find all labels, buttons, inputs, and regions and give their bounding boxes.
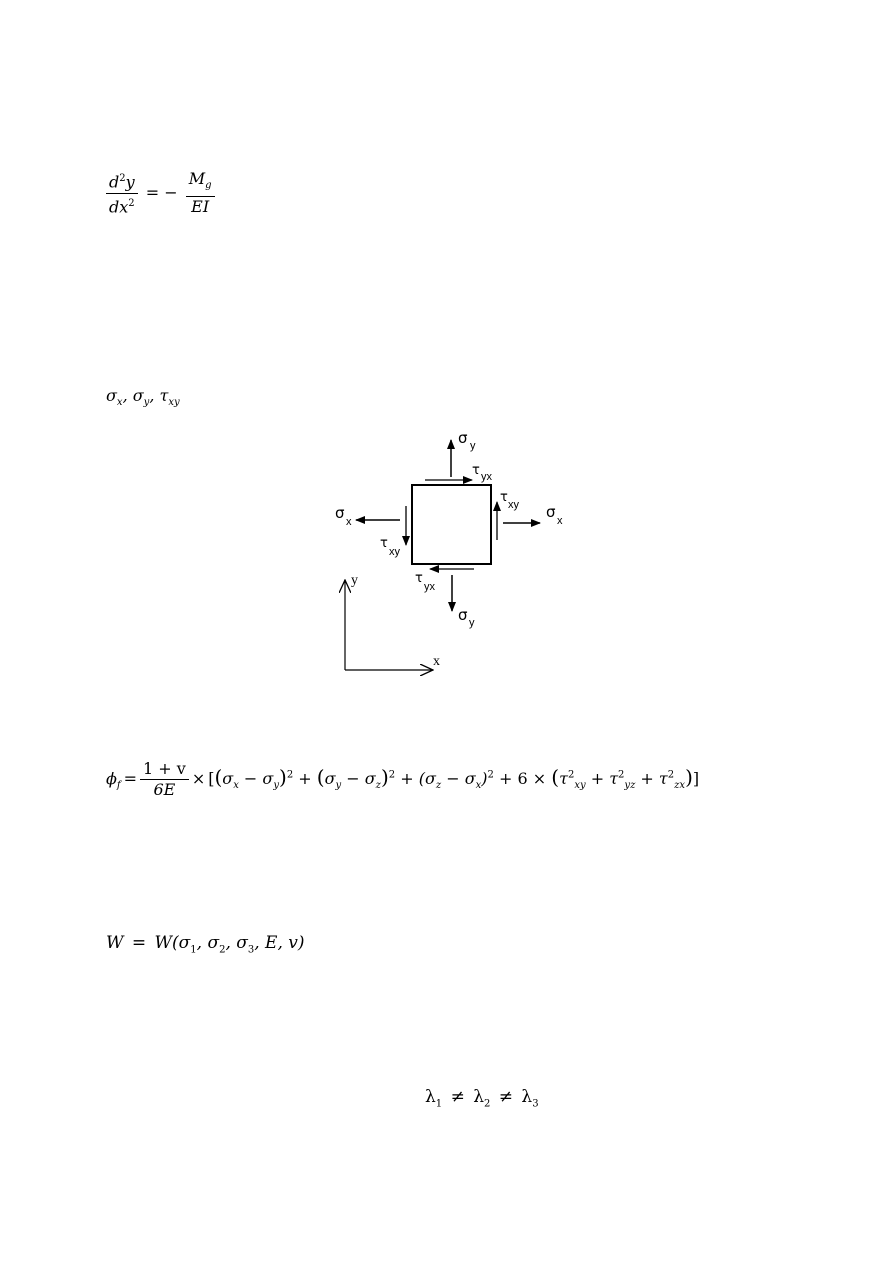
sigma-y-top-sub: y (470, 440, 476, 452)
tau-xy-left-label: τ (380, 536, 388, 551)
equation-eigenvalues: $\lambda_1 \ne \lambda_2 \ne \lambda_3$ (425, 1087, 539, 1110)
sigma-x-left-label: σ (335, 504, 345, 522)
tau-xy-right-sub: xy (508, 499, 519, 511)
fraction-coefficient: $\frac{1 + v}{6E}$ (140, 760, 189, 799)
sigma-y-bottom-sub: y (469, 617, 475, 629)
fraction-d2y-dx2: $\frac{d^2y}{dx^2}$ (106, 170, 138, 216)
equation-energy-density: $\phi_f$ = $\frac{1 + v}{6E}$ × $[(\sigma_x - \sigma_y)^2 + (\sigma_y - \sigma_z)^2 + (\sigma_z - \sigma_x)^2 + 6 \times (\tau^2_{xy} + \tau^2_{yz} + \tau^2_{zx})]$ (106, 759, 700, 799)
tau-yx-top-sub: yx (481, 471, 492, 483)
tau-yx-bottom-label: τ (415, 571, 423, 586)
sigma-x-right-sub: x (557, 515, 563, 527)
sigma-x-left-sub: x (346, 516, 352, 528)
sigma-y-bottom-label: σ (458, 606, 468, 624)
tau-yx-top-label: τ (472, 463, 480, 478)
tau-xy-left-sub: xy (389, 546, 400, 558)
tau-xy-right-label: τ (500, 490, 508, 505)
equation-strain-energy: $W = W(\sigma_1$, $\sigma_2$, $\sigma_3$, E, v) (106, 933, 305, 956)
sigma-x-right-label: σ (546, 503, 556, 521)
equation-stress-components: $\sigma_x$, $\sigma_y$, $\tau_{xy}$ (106, 386, 180, 409)
fraction-mg-ei: $\frac{M_g}{EI}$ (186, 170, 215, 216)
equation-beam-deflection: $\frac{d^2y}{dx^2}$ = − $\frac{M_g}{EI}$ (106, 170, 215, 216)
sigma-y-top-label: σ (458, 429, 468, 447)
tau-yx-bottom-sub: yx (424, 581, 435, 593)
x-axis-label: x (433, 654, 440, 669)
stress-element-square (412, 485, 491, 564)
y-axis-label: y (351, 573, 358, 588)
